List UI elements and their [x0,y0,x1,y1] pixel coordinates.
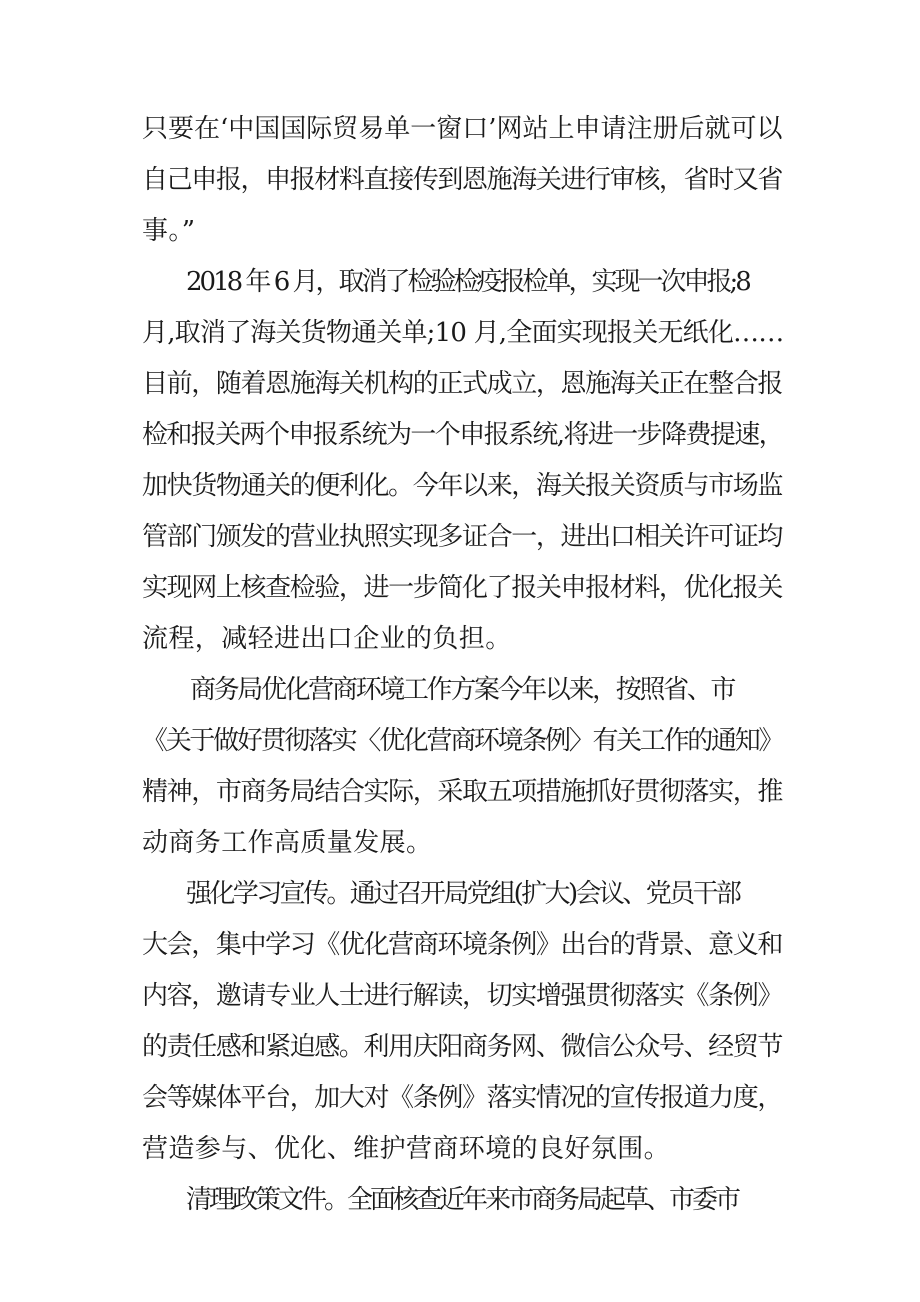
text-line: 加快货物通关的便利化。今年以来，海关报关资质与市场监 [142,471,782,501]
text-line: 商务局优化营商环境工作方案今年以来，按照省、市 [190,675,734,705]
paragraph-window-quote [142,104,782,257]
text-line: 目前，随着恩施海关机构的正式成立，恩施海关正在整合报 [142,369,782,399]
text-line: 《关于做好贯彻落实〈优化营商环境条例〉有关工作的通知》 [142,726,782,756]
text-line: 月,取消了海关货物通关单;10 月,全面实现报关无纸化…… [142,318,784,348]
text-line: 的责任感和紧迫感。利用庆阳商务网、微信公众号、经贸节 [142,1032,782,1062]
text-line: 管部门颁发的营业执照实现多证合一，进出口相关许可证均 [142,522,782,552]
text-line: 营造参与、优化、维护营商环境的良好氛围。 [142,1134,671,1164]
document-body [142,104,782,1226]
text-line: 自己申报，申报材料直接传到恩施海关进行审核，省时又省 [142,165,782,195]
text-line: 事。” [142,216,196,246]
text-line: 强化学习宣传。通过召开局党组(扩大)会议、党员干部 [186,879,740,909]
text-line: 动商务工作高质量发展。 [142,828,433,858]
text-line: 大会，集中学习《优化营商环境条例》出台的背景、意义和 [142,930,782,960]
text-line: 流程，减轻进出口企业的负担。 [142,624,512,654]
paragraph-customs-reform [142,257,782,665]
text-line: 实现网上核查检验，进一步简化了报关申报材料，优化报关 [142,573,782,603]
text-line: 2018 年 6 月，取消了检验检疫报检单，实现一次申报;8 [186,267,749,297]
text-line: 检和报关两个申报系统为一个申报系统,将进一步降费提速， [142,420,784,450]
text-line: 精神，市商务局结合实际，采取五项措施抓好贯彻落实，推 [142,777,782,807]
paragraph-commerce-plan [142,665,782,869]
text-line: 内容，邀请专业人士进行解读，切实增强贯彻落实《条例》 [142,981,782,1011]
paragraph-policy-review [142,1175,782,1226]
text-line: 只要在‘中国国际贸易单一窗口’网站上申请注册后就可以 [142,114,783,144]
text-line: 会等媒体平台，加大对《条例》落实情况的宣传报道力度， [142,1083,782,1113]
paragraph-study-publicity [142,869,782,1175]
text-line: 清理政策文件。全面核查近年来市商务局起草、市委市 [186,1185,739,1215]
